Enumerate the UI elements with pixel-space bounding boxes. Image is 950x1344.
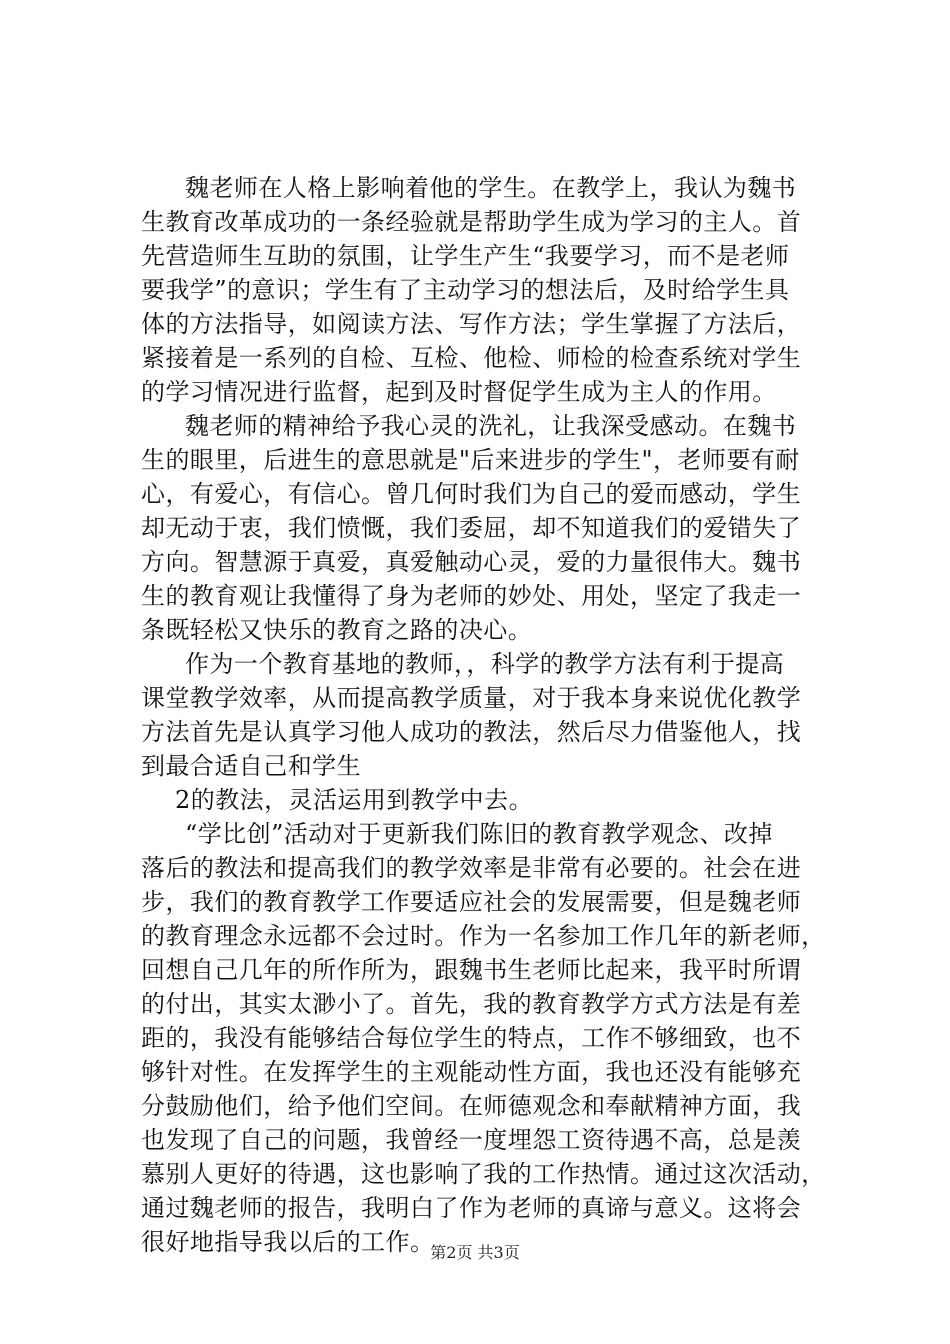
text-line: 先营造师生互助的氛围，让学生产生“我要学习，而不是老师 bbox=[141, 242, 790, 270]
text-line: 作为一个教育基地的教师，，科学的教学方法有利于提高 bbox=[185, 650, 785, 678]
text-line: 课堂教学效率，从而提高教学质量，对于我本身来说优化教学 bbox=[141, 684, 802, 712]
text-line: 要我学”的意识；学生有了主动学习的想法后，及时给学生具 bbox=[141, 276, 790, 304]
text-line: 却无动于衷，我们愤慨，我们委屈，却不知道我们的爱错失了 bbox=[141, 514, 802, 542]
text-line: 很好地指导我以后的工作。 bbox=[141, 1228, 435, 1256]
text-line: 体的方法指导，如阅读方法、写作方法；学生掌握了方法后， bbox=[141, 310, 802, 338]
text-line: 到最合适自己和学生 bbox=[141, 752, 362, 780]
text-line: 条既轻松又快乐的教育之路的决心。 bbox=[141, 616, 533, 644]
text-line: 魏老师的精神给予我心灵的洗礼，让我深受感动。在魏书 bbox=[185, 412, 797, 440]
text-line: 的教育理念永远都不会过时。作为一名参加工作几年的新老师， bbox=[141, 922, 826, 950]
text-line: 回想自己几年的所作所为，跟魏书生老师比起来，我平时所谓 bbox=[141, 956, 802, 984]
text-line: 分鼓励他们，给予他们空间。在师德观念和奉献精神方面，我 bbox=[141, 1092, 802, 1120]
body-text bbox=[141, 171, 841, 1259]
text-line: 方向。智慧源于真爱，真爱触动心灵，爱的力量很伟大。魏书 bbox=[141, 548, 802, 576]
text-line: 2的教法，灵活运用到教学中去。 bbox=[175, 786, 534, 814]
text-line: 紧接着是一系列的自检、互检、他检、师检的检查系统对学生 bbox=[141, 344, 802, 372]
text-line: 落后的教法和提高我们的教学效率是非常有必要的。社会在进 bbox=[141, 854, 802, 882]
text-line: 够针对性。在发挥学生的主观能动性方面，我也还没有能够充 bbox=[141, 1058, 802, 1086]
text-line: 的付出，其实太渺小了。首先，我的教育教学方式方法是有差 bbox=[141, 990, 802, 1018]
text-line: 生教育改革成功的一条经验就是帮助学生成为学习的主人。首 bbox=[141, 208, 802, 236]
text-line: 生的教育观让我懂得了身为老师的妙处、用处，坚定了我走一 bbox=[141, 582, 802, 610]
text-line: 方法首先是认真学习他人成功的教法，然后尽力借鉴他人，找 bbox=[141, 718, 802, 746]
text-line: 也发现了自己的问题，我曾经一度埋怨工资待遇不高，总是羡 bbox=[141, 1126, 802, 1154]
text-line: “学比创”活动对于更新我们陈旧的教育教学观念、改掉 bbox=[185, 820, 773, 848]
text-line: 心，有爱心，有信心。曾几何时我们为自己的爱而感动，学生 bbox=[141, 480, 802, 508]
text-line: 步，我们的教育教学工作要适应社会的发展需要，但是魏老师 bbox=[141, 888, 802, 916]
page-footer: 第2页 共3页 bbox=[430, 1243, 520, 1262]
text-line: 通过魏老师的报告，我明白了作为老师的真谛与意义。这将会 bbox=[141, 1194, 802, 1222]
text-line: 的学习情况进行监督，起到及时督促学生成为主人的作用。 bbox=[141, 378, 777, 406]
text-line: 生的眼里，后进生的意思就是"后来进步的学生"，老师要有耐 bbox=[141, 446, 800, 474]
text-line: 慕别人更好的待遇，这也影响了我的工作热情。通过这次活动， bbox=[141, 1160, 826, 1188]
text-line: 魏老师在人格上影响着他的学生。在教学上，我认为魏书 bbox=[185, 174, 797, 202]
text-line: 距的，我没有能够结合每位学生的特点，工作不够细致，也不 bbox=[141, 1024, 802, 1052]
